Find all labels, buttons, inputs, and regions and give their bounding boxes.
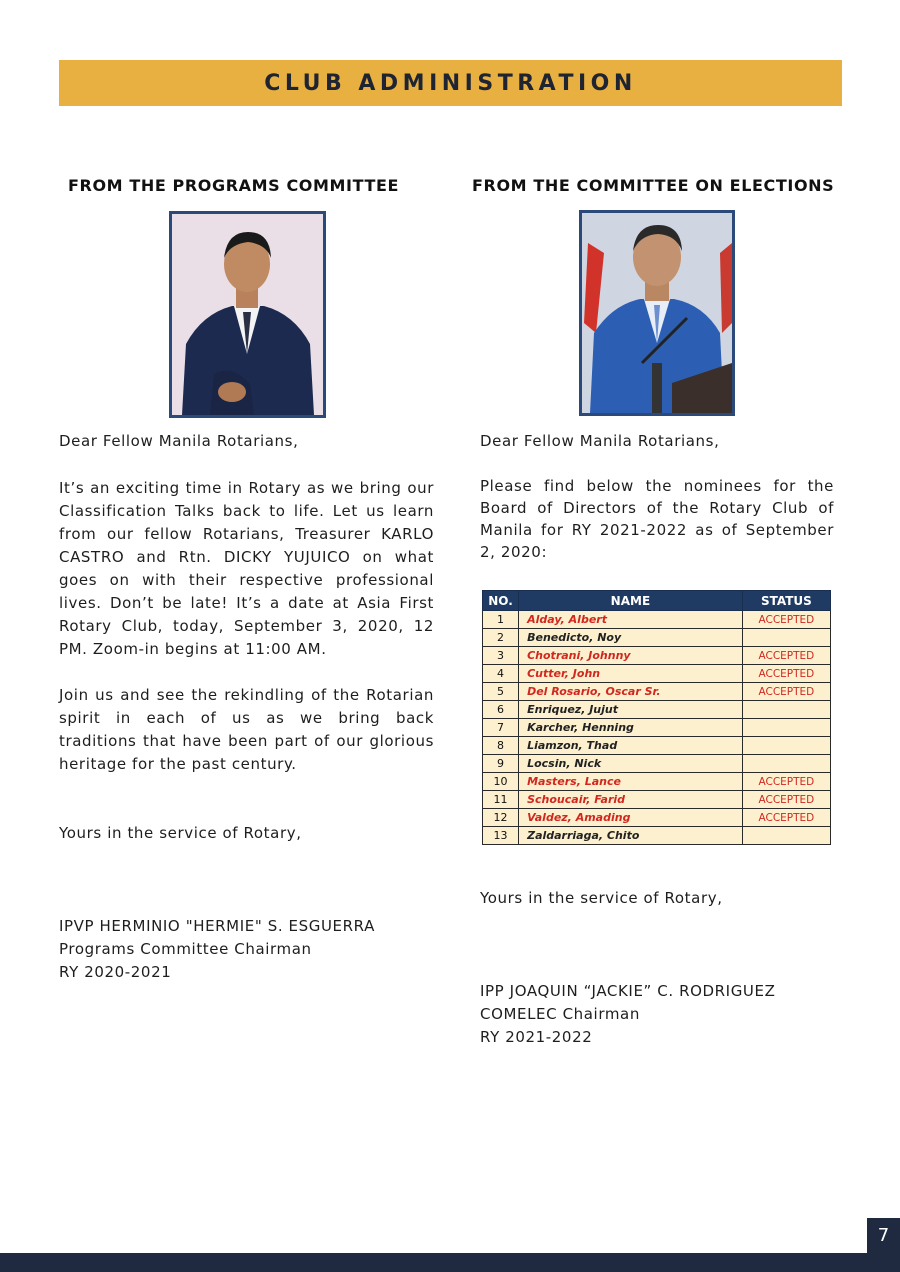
nominee-name: Enriquez, Jujut <box>519 701 743 719</box>
programs-greeting: Dear Fellow Manila Rotarians, <box>59 432 299 450</box>
table-row <box>483 611 831 629</box>
table-row <box>483 647 831 665</box>
table-row <box>483 809 831 827</box>
programs-closing: Yours in the service of Rotary, <box>59 824 302 842</box>
programs-signatory-title: Programs Committee Chairman <box>59 940 312 958</box>
programs-paragraph-2: Join us and see the rekindling of the Rotarian spirit in each of us as we bring back traditions that have been part of our glorious heritage for the past century. <box>59 686 434 773</box>
nominee-status: ACCEPTED <box>742 611 830 629</box>
elections-signatory-year: RY 2021-2022 <box>480 1028 593 1046</box>
nominee-name: Karcher, Henning <box>519 719 743 737</box>
nominee-status: ACCEPTED <box>742 809 830 827</box>
nominee-status <box>742 827 830 845</box>
elections-paragraph-1: Please find below the nominees for the Board of Directors of the Rotary Club of Manila for RY 2021-2022 as of September 2, 2020: <box>480 477 834 561</box>
nominee-number: 6 <box>483 701 519 719</box>
elections-signatory-title: COMELEC Chairman <box>480 1005 640 1023</box>
nominee-number: 12 <box>483 809 519 827</box>
nominee-name: Del Rosario, Oscar Sr. <box>519 683 743 701</box>
nominees-table <box>482 590 831 845</box>
nominee-status <box>742 629 830 647</box>
table-row <box>483 791 831 809</box>
table-row <box>483 737 831 755</box>
nominee-number: 7 <box>483 719 519 737</box>
nominee-name: Liamzon, Thad <box>519 737 743 755</box>
nominee-status: ACCEPTED <box>742 773 830 791</box>
nominee-number: 9 <box>483 755 519 773</box>
nominee-status <box>742 719 830 737</box>
table-row <box>483 629 831 647</box>
nominee-number: 2 <box>483 629 519 647</box>
table-row <box>483 683 831 701</box>
table-row <box>483 665 831 683</box>
elections-signature <box>480 980 775 1049</box>
nominee-number: 10 <box>483 773 519 791</box>
programs-signatory-name: IPVP HERMINIO "HERMIE" S. ESGUERRA <box>59 917 375 935</box>
elections-signatory-name: IPP JOAQUIN “JACKIE” C. RODRIGUEZ <box>480 982 776 1000</box>
table-row <box>483 719 831 737</box>
nominees-table-body <box>483 611 831 845</box>
nominee-status: ACCEPTED <box>742 791 830 809</box>
column-header-status: STATUS <box>742 591 830 611</box>
nominee-number: 5 <box>483 683 519 701</box>
column-header-name: NAME <box>519 591 743 611</box>
nominee-status: ACCEPTED <box>742 647 830 665</box>
elections-greeting: Dear Fellow Manila Rotarians, <box>480 432 720 450</box>
nominee-name: Benedicto, Noy <box>519 629 743 647</box>
nominee-name: Cutter, John <box>519 665 743 683</box>
elections-closing: Yours in the service of Rotary, <box>480 889 723 907</box>
nominee-number: 1 <box>483 611 519 629</box>
footer-bar <box>0 1253 900 1272</box>
page-number-box <box>867 1218 900 1253</box>
nominee-status <box>742 701 830 719</box>
programs-chairman-photo <box>169 211 326 418</box>
nominee-status: ACCEPTED <box>742 683 830 701</box>
nominee-name: Locsin, Nick <box>519 755 743 773</box>
nominee-name: Chotrani, Johnny <box>519 647 743 665</box>
nominee-status <box>742 755 830 773</box>
nominee-name: Schoucair, Farid <box>519 791 743 809</box>
comelec-chairman-photo <box>579 210 735 416</box>
nominee-status: ACCEPTED <box>742 665 830 683</box>
programs-committee-heading: FROM THE PROGRAMS COMMITTEE <box>68 176 400 195</box>
programs-signature <box>59 915 375 984</box>
elections-committee-heading: FROM THE COMMITTEE ON ELECTIONS <box>472 176 835 195</box>
table-row <box>483 755 831 773</box>
section-banner <box>59 60 842 106</box>
nominee-number: 4 <box>483 665 519 683</box>
nominee-name: Valdez, Amading <box>519 809 743 827</box>
column-header-no: NO. <box>483 591 519 611</box>
nominee-number: 8 <box>483 737 519 755</box>
page-number: 7 <box>877 1225 890 1246</box>
nominee-number: 13 <box>483 827 519 845</box>
nominee-name: Masters, Lance <box>519 773 743 791</box>
nominee-name: Alday, Albert <box>519 611 743 629</box>
nominee-number: 11 <box>483 791 519 809</box>
table-row <box>483 701 831 719</box>
programs-paragraph-1: It’s an exciting time in Rotary as we bring our Classification Talks back to life. Let us learn from our fellow Rotarians, Treasurer KARLO CASTRO and Rtn. DICKY YUJUICO on what goes on with their respective professional lives. Don’t be late! It’s a date at Asia First Rotary Club, today, September 3, 2020, 12 PM. Zoom-in begins at 11:00 AM. <box>59 479 434 658</box>
nominee-status <box>742 737 830 755</box>
nominee-name: Zaldarriaga, Chito <box>519 827 743 845</box>
table-row <box>483 773 831 791</box>
table-row <box>483 827 831 845</box>
section-title: CLUB ADMINISTRATION <box>264 70 637 96</box>
nominees-header-row <box>483 591 831 611</box>
programs-signatory-year: RY 2020-2021 <box>59 963 172 981</box>
nominee-number: 3 <box>483 647 519 665</box>
